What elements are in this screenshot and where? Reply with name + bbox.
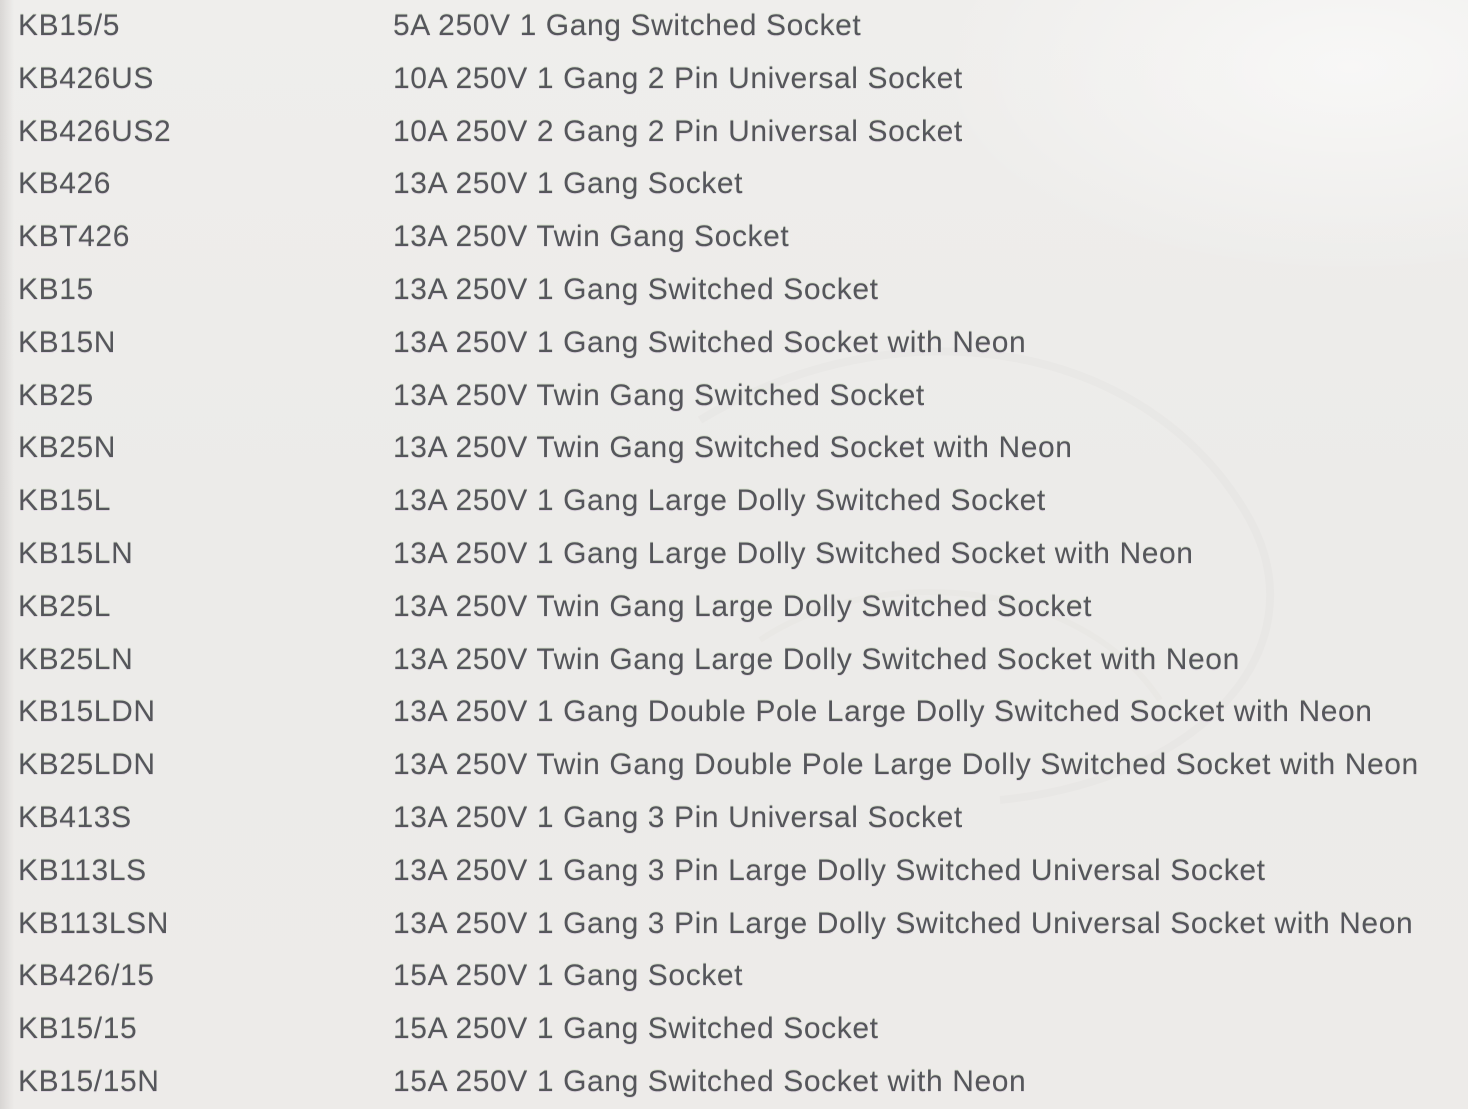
- product-code: KB25LN: [18, 642, 134, 676]
- table-row: [0, 370, 1468, 423]
- product-description: 13A 250V Twin Gang Switched Socket: [393, 378, 925, 412]
- product-description: 13A 250V Twin Gang Double Pole Large Dolly Switched Socket with Neon: [393, 748, 1419, 782]
- table-row: [0, 211, 1468, 264]
- product-description: 13A 250V Twin Gang Socket: [393, 220, 790, 254]
- product-code: KB426/15: [18, 959, 155, 993]
- product-description: 13A 250V 1 Gang 3 Pin Large Dolly Switched Universal Socket: [393, 853, 1266, 887]
- product-description: 13A 250V 1 Gang Double Pole Large Dolly Switched Socket with Neon: [393, 695, 1373, 729]
- product-description: 5A 250V 1 Gang Switched Socket: [393, 9, 862, 42]
- product-code: KB413S: [18, 800, 132, 834]
- product-code: KB15LN: [18, 536, 134, 570]
- table-row: [0, 106, 1468, 159]
- product-code: KB426: [18, 167, 112, 201]
- product-code: KB426US2: [18, 114, 172, 148]
- product-code: KB113LS: [18, 853, 147, 887]
- product-description: 15A 250V 1 Gang Socket: [393, 959, 744, 993]
- product-code: KB426US: [18, 61, 154, 95]
- table-row: [0, 317, 1468, 370]
- product-description: 13A 250V 1 Gang Socket: [393, 167, 744, 201]
- product-code: KB15/15N: [18, 1064, 160, 1098]
- table-row: [0, 950, 1468, 1003]
- table-row: [0, 792, 1468, 845]
- table-row: [0, 158, 1468, 211]
- table-row: [0, 264, 1468, 317]
- product-description: 13A 250V 1 Gang 3 Pin Large Dolly Switched Universal Socket with Neon: [393, 906, 1414, 940]
- product-code: KB113LSN: [18, 906, 170, 940]
- product-description: 10A 250V 1 Gang 2 Pin Universal Socket: [393, 61, 963, 95]
- product-code: KB15N: [18, 325, 117, 359]
- product-description: 10A 250V 2 Gang 2 Pin Universal Socket: [393, 114, 963, 148]
- product-description: 13A 250V 1 Gang Large Dolly Switched Socket: [393, 484, 1046, 518]
- product-code: KB25: [18, 378, 94, 412]
- table-row: [0, 634, 1468, 687]
- product-code: KB25L: [18, 589, 112, 623]
- table-row: [0, 1003, 1468, 1056]
- table-row: [0, 898, 1468, 951]
- product-description: 15A 250V 1 Gang Switched Socket with Neon: [393, 1064, 1027, 1098]
- product-code: KB15: [18, 272, 94, 306]
- product-description: 13A 250V 1 Gang Switched Socket with Neon: [393, 325, 1027, 359]
- product-description: 15A 250V 1 Gang Switched Socket: [393, 1012, 879, 1046]
- product-description: 13A 250V 1 Gang Large Dolly Switched Socket with Neon: [393, 536, 1194, 570]
- table-row: [0, 739, 1468, 792]
- product-description: 13A 250V Twin Gang Large Dolly Switched Socket: [393, 589, 1093, 623]
- table-row: [0, 0, 1468, 53]
- product-code: KBT426: [18, 220, 130, 254]
- product-code: KB15/15: [18, 1012, 138, 1046]
- product-code: KB15L: [18, 484, 112, 518]
- table-row: [0, 528, 1468, 581]
- table-row: [0, 845, 1468, 898]
- table-row: [0, 422, 1468, 475]
- table-row: [0, 1056, 1468, 1109]
- product-code: KB15LDN: [18, 695, 156, 729]
- table-row: [0, 686, 1468, 739]
- product-description: 13A 250V Twin Gang Switched Socket with Neon: [393, 431, 1073, 465]
- product-code: KB15/5: [18, 9, 121, 42]
- table-row: [0, 475, 1468, 528]
- table-row: [0, 53, 1468, 106]
- product-code: KB25LDN: [18, 748, 156, 782]
- product-description: 13A 250V 1 Gang Switched Socket: [393, 272, 879, 306]
- table-row: [0, 581, 1468, 634]
- product-description: 13A 250V 1 Gang 3 Pin Universal Socket: [393, 800, 963, 834]
- product-description: 13A 250V Twin Gang Large Dolly Switched Socket with Neon: [393, 642, 1240, 676]
- product-code: KB25N: [18, 431, 117, 465]
